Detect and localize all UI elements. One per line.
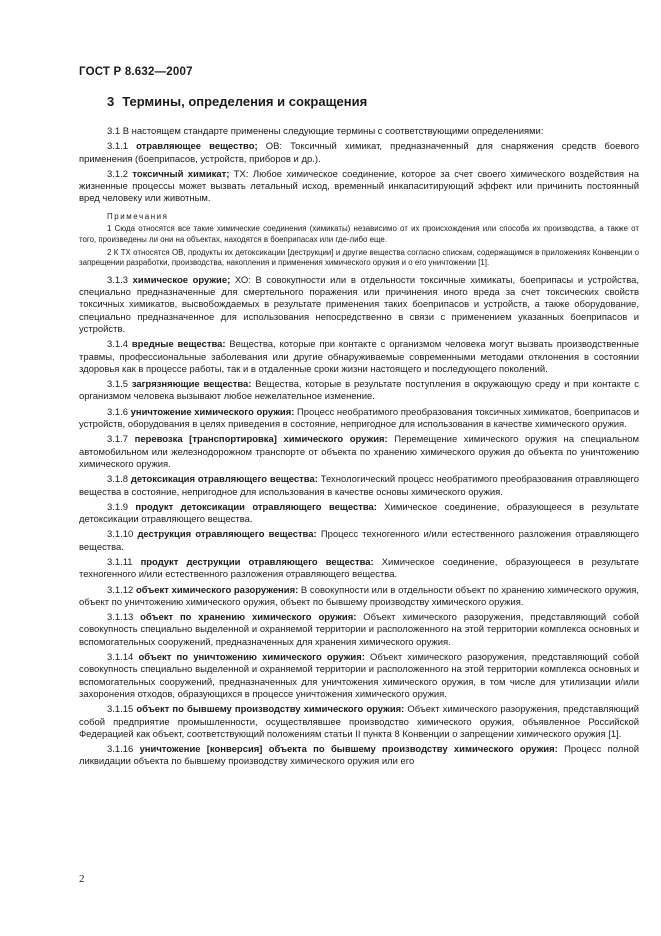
definition-number: 3.1.11	[107, 556, 133, 568]
definition-text: ОВ: Токсичный химикат, предназначенный для снаряжения средств боевого применения (боеприпасов, устройств, приборов и др.).	[79, 141, 639, 165]
definition-term: перевозка [транспортировка] химического оружия:	[134, 434, 388, 446]
definition-term: продукт деструкции отравляющего вещества:	[140, 556, 374, 568]
paragraph	[79, 126, 639, 138]
definition-term: загрязняющие вещества:	[131, 379, 252, 391]
section-title-text: Термины, определения и сокращения	[122, 94, 368, 109]
definition	[79, 339, 639, 376]
definition-text: ХО: В совокупности или в отдельности токсичные химикаты, боеприпасы и устройства, специально предназначенные для смертельного поражения или причинения иного вреда за счет токсических свойств токсичных химикатов, высвобождаемых в результате применения таких боеприпасов и устройств, а также оборудование, специально предназначенное для использования непосредственно в связи с применением указанных боеприпасов и устройств.	[79, 274, 640, 335]
definition	[79, 744, 639, 769]
definition-term: объект по хранению химического оружия:	[140, 612, 357, 624]
definition	[79, 704, 639, 741]
paragraph-number: 3.1	[107, 126, 121, 137]
definition-number: 3.1.6	[107, 406, 128, 418]
definition-term: продукт детоксикации отравляющего вещества:	[135, 501, 377, 513]
definition	[79, 612, 639, 649]
standard-header: ГОСТ Р 8.632—2007	[79, 66, 193, 78]
definition	[79, 652, 639, 701]
definition-term: объект по уничтожению химического оружия:	[138, 652, 365, 664]
definition-text: Вещества, которые при контакте с организмом человека могут вызвать производственные травмы, профессиональные заболевания или другие обнаруживаемые современными методами отклонения в состоянии здоровья как в процессе работы, так и в отдаленные сроки жизни настоящего и последующего поколений.	[79, 339, 640, 375]
definition	[79, 275, 639, 336]
notes-title: Примечания	[107, 211, 169, 221]
definition	[79, 379, 639, 404]
definition-text: Химическое соединение, образующееся в результате детоксикации отравляющего вещества.	[79, 501, 639, 526]
note-item: 1 Сюда относятся все такие химические соединения (химикаты) независимо от их происхождения или способа их производства, а также от того, произведены ли они на объектах, находятся в боеприпасах или где-либо еще.	[79, 224, 639, 244]
definitions-list	[79, 275, 639, 769]
definition-text: Объект химического разоружения, представляющий собой совокупность специально выделенной и охраняемой территории и расположенного на этой территории комплекса основных и вспомогательных сооружений, предназначенных для уничтожения химического оружия, в том числе для утилизации и/или захоронения отходов, образующихся в процессе уничтожения химического оружия.	[79, 652, 639, 700]
definition-text: Процесс техногенного и/или естественного разложения отравляющего вещества.	[79, 529, 640, 553]
definition-number: 3.1.1	[107, 141, 128, 153]
definition	[79, 434, 639, 471]
definition-number: 3.1.8	[107, 474, 128, 486]
definition	[79, 585, 639, 610]
definition-text: Объект химического разоружения, представляющий собой предприятие промышленности, осуществлявшее производство химического оружия, объявленное Российской Федерацией как объект, соответствующий положениям статьи II пункта 8 Конвенции о запрещении химического оружия [1].	[79, 704, 639, 740]
definition-term: уничтожение химического оружия:	[130, 406, 295, 418]
definition-text: Технологический процесс необратимого преобразования отравляющего вещества в состояние, непригодное для использования в качестве основы химического оружия.	[79, 474, 640, 498]
definition	[79, 407, 639, 432]
definition	[79, 141, 639, 166]
definition-number: 3.1.3	[107, 274, 128, 286]
definition-term: уничтожение [конверсия] объекта по бывшему производству химического оружия:	[139, 744, 558, 756]
section-title	[107, 94, 367, 109]
definition-term: объект по бывшему производству химического оружия:	[136, 704, 405, 716]
definition-text: В совокупности или в отдельности объект по хранению химического оружия, объект по уничтожению химического оружия, объект по бывшему производству химического оружия.	[79, 584, 640, 608]
definition-number: 3.1.12	[107, 584, 134, 596]
definition-number: 3.1.10	[107, 529, 134, 541]
definition-number: 3.1.15	[107, 704, 134, 716]
definition-term: вредные вещества:	[131, 339, 226, 351]
definition-term: химическое оружие;	[132, 274, 231, 286]
definition-text: Объект химического разоружения, представляющий собой совокупность специально выделенной и охраняемой территории и расположенного на этой территории комплекса основных и вспомогательных сооружений, предназначенных для хранения химического оружия.	[79, 612, 640, 648]
definition-number: 3.1.4	[107, 339, 128, 351]
definition-term: объект химического разоружения:	[135, 584, 299, 596]
definition	[79, 474, 639, 499]
definition-number: 3.1.13	[107, 612, 134, 624]
definition-number: 3.1.14	[107, 652, 134, 664]
definition-number: 3.1.16	[107, 744, 134, 756]
definition-text: ТХ: Любое химическое соединение, которое за счет своего химического воздействия на жизненные процессы может вызвать летальный исход, временный инкапаситирующий эффект или причинить постоянный вред человеку или животным.	[79, 168, 639, 205]
definition-number: 3.1.7	[107, 434, 128, 446]
document-body	[79, 126, 639, 772]
definition-text: Процесс полной ликвидации объекта по бывшему производству химического оружия или его	[79, 744, 640, 768]
definition-term: отравляющее вещество;	[136, 141, 258, 153]
definition-term: токсичный химикат;	[132, 168, 230, 180]
definition-number: 3.1.9	[107, 501, 128, 513]
notes-block	[79, 212, 639, 269]
definition-term: детоксикация отравляющего вещества:	[130, 474, 318, 486]
definition	[79, 169, 639, 206]
definition-text: Химическое соединение, образующееся в результате техногенного и/или естественного разложения отравляющего вещества.	[79, 556, 640, 581]
definition-number: 3.1.5	[107, 379, 128, 391]
definition-text: Перемещение химического оружия на специальном автомобильном или железнодорожном транспорте от объекта по хранению химического оружия до объекта по уничтожению химического оружия.	[79, 434, 640, 470]
page-number: 2	[79, 873, 85, 885]
definition-text: Вещества, которые в результате поступления в окружающую среду и при контакте с организмом человека вызывают любое нежелательное изменение.	[79, 379, 639, 403]
definition	[79, 502, 639, 527]
definition-term: деструкция отравляющего вещества:	[137, 529, 317, 541]
paragraph-text: В настоящем стандарте применены следующие термины с соответствующими определениями:	[122, 126, 544, 137]
definition	[79, 557, 639, 582]
definition-number: 3.1.2	[107, 168, 128, 180]
definition	[79, 529, 639, 554]
section-number: 3	[107, 94, 115, 109]
note-item: 2 К ТХ относятся ОВ, продукты их детоксикации [деструкции] и другие вещества согласно спискам, содержащимся в приложениях Конвенции о запрещении разработки, производства, накопления и применения химического оружия и о его уничтожении [1].	[79, 247, 639, 268]
definition-text: Процесс необратимого преобразования токсичных химикатов, боеприпасов и устройств, оборудования в целях приведения в состояние, непригодное для использования в качестве химического оружия.	[79, 406, 639, 431]
